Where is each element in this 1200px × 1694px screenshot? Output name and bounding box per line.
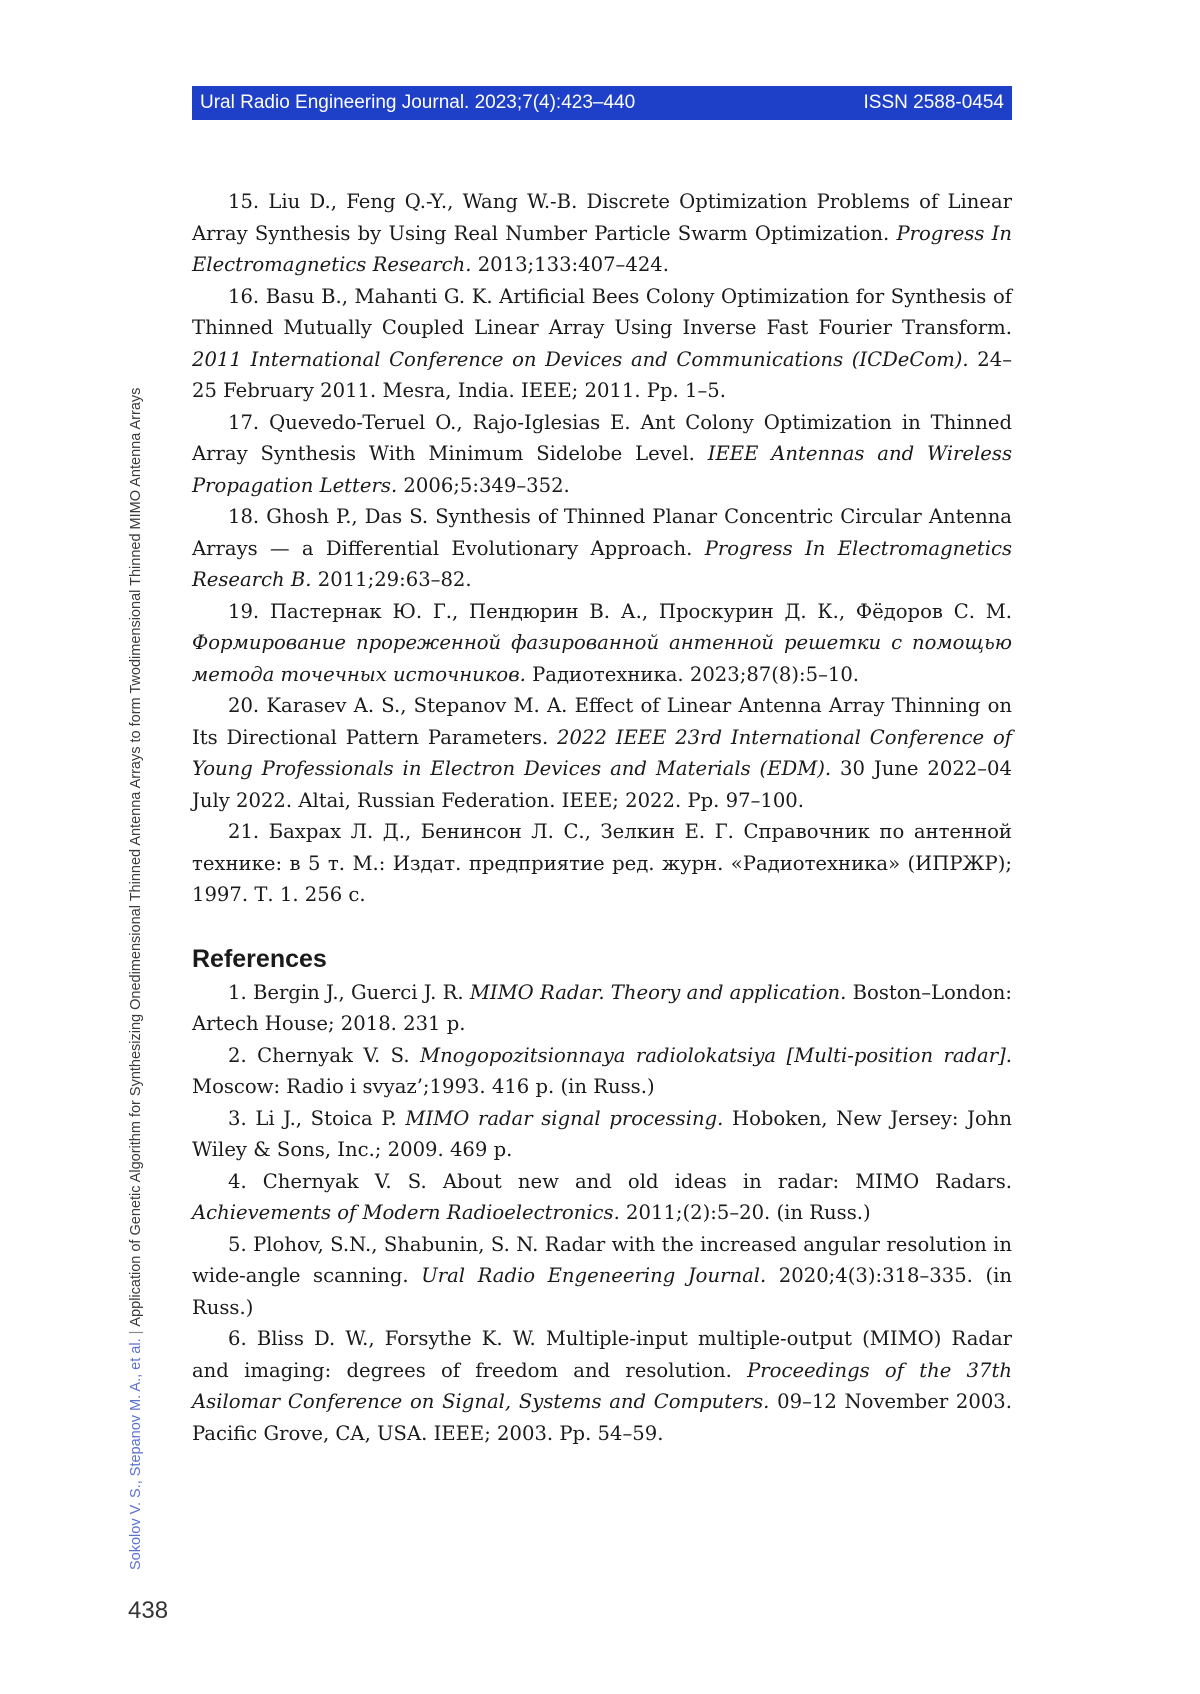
journal-header-bar xyxy=(192,86,1012,120)
reference-item: 20. Karasev A. S., Stepanov M. A. Effect of Linear Antenna Array Thinning on Its Directional Pattern Parameters. 2022 IEEE 23rd International Conference of Young Professionals in Electron Devices and Materials (EDM). 30 June 2022–04 July 2022. Altai, Russian Federation. IEEE; 2022. Pp. 97–100. xyxy=(192,690,1012,816)
side-running-title xyxy=(128,170,144,1570)
reference-item: 17. Quevedo-Teruel O., Rajo-Iglesias E. Ant Colony Optimization in Thinned Array Synthesis With Minimum Sidelobe Level. IEEE Antennas and Wireless Propagation Letters. 2006;5:349–352. xyxy=(192,407,1012,502)
side-article-title: Application of Genetic Algorithm for Synthesizing Onedimensional Thinned Antenna Arrays to form Twodimensional Thinned MIMO Antenna Arrays xyxy=(128,388,144,1327)
reference-item: 4. Chernyak V. S. About new and old ideas in radar: MIMO Radars. Achievements of Modern Radioelectronics. 2011;(2):5–20. (in Russ.) xyxy=(192,1166,1012,1229)
reference-item: 2. Chernyak V. S. Mnogopozitsionnaya radiolokatsiya [Multi-position radar]. Moscow: Radio i svyaz’;1993. 416 p. (in Russ.) xyxy=(192,1040,1012,1103)
journal-citation: Ural Radio Engineering Journal. 2023;7(4):423–440 xyxy=(200,92,635,114)
reference-item: 16. Basu B., Mahanti G. K. Artificial Bees Colony Optimization for Synthesis of Thinned Mutually Coupled Linear Array Using Inverse Fast Fourier Transform. 2011 International Conference on Devices and Communications (ICDeCom). 24–25 February 2011. Mesra, India. IEEE; 2011. Pp. 1–5. xyxy=(192,281,1012,407)
reference-item: 3. Li J., Stoica P. MIMO radar signal processing. Hoboken, New Jersey: John Wiley & Sons, Inc.; 2009. 469 p. xyxy=(192,1103,1012,1166)
reference-item: 19. Пастернак Ю. Г., Пендюрин В. А., Проскурин Д. К., Фёдоров С. М. Формирование прореженной фазированной антенной решетки с помощью метода точечных источников. Радиотехника. 2023;87(8):5–10. xyxy=(192,596,1012,691)
reference-item: 5. Plohov, S.N., Shabunin, S. N. Radar with the increased angular resolution in wide-angle scanning. Ural Radio Engeneering Journal. 2020;4(3):318–335. (in Russ.) xyxy=(192,1229,1012,1324)
english-reference-list xyxy=(192,977,1012,1450)
reference-item: 21. Бахрах Л. Д., Бенинсон Л. С., Зелкин Е. Г. Справочник по антенной технике: в 5 т. М.: Издат. предприятие ред. журн. «Радиотехника» (ИПРЖР); 1997. Т. 1. 256 с. xyxy=(192,816,1012,911)
page-number: 438 xyxy=(128,1597,168,1625)
reference-item: 18. Ghosh P., Das S. Synthesis of Thinned Planar Concentric Circular Antenna Arrays — a Differential Evolutionary Approach. Progress In Electromagnetics Research B. 2011;29:63–82. xyxy=(192,501,1012,596)
issn-label: ISSN 2588-0454 xyxy=(864,92,1005,114)
references-content xyxy=(192,186,1012,1449)
side-separator: | xyxy=(128,1327,144,1339)
references-heading: References xyxy=(192,941,1012,977)
reference-item: 6. Bliss D. W., Forsythe K. W. Multiple-input multiple-output (MIMO) Radar and imaging: degrees of freedom and resolution. Proceedings of the 37th Asilomar Conference on Signal, Systems and Computers. 09–12 November 2003. Pacific Grove, CA, USA. IEEE; 2003. Pp. 54–59. xyxy=(192,1323,1012,1449)
russian-reference-list xyxy=(192,186,1012,911)
reference-item: 1. Bergin J., Guerci J. R. MIMO Radar. Theory and application. Boston–London: Artech House; 2018. 231 p. xyxy=(192,977,1012,1040)
reference-item: 15. Liu D., Feng Q.-Y., Wang W.-B. Discrete Optimization Problems of Linear Array Synthesis by Using Real Number Particle Swarm Optimization. Progress In Electromagnetics Research. 2013;133:407–424. xyxy=(192,186,1012,281)
side-authors: Sokolov V. S., Stepanov M. A., et al. xyxy=(128,1338,144,1570)
